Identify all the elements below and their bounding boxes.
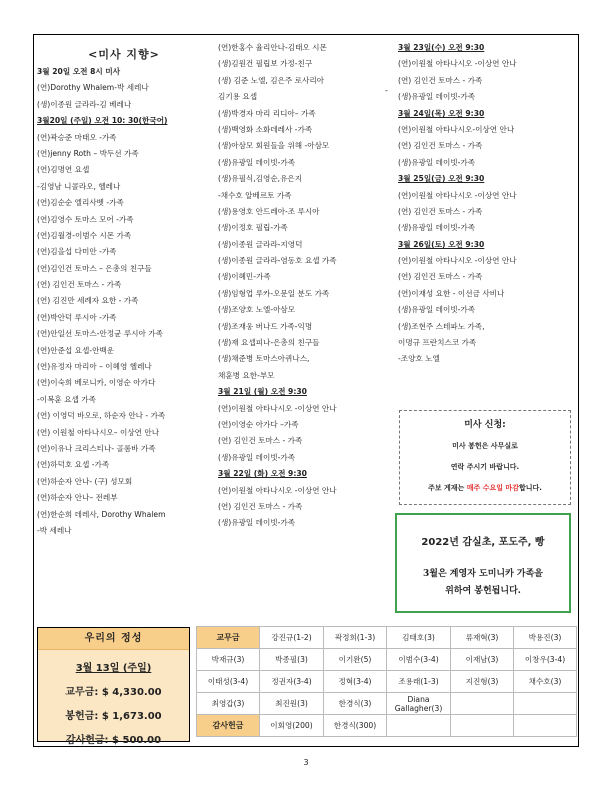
intention-line: (생)유광일 데이빗-가족 xyxy=(218,157,296,167)
intention-line: (연)이영순 아가다 –가족 xyxy=(218,419,299,429)
intention-line: (연) 김인건 토마스 - 가족 xyxy=(218,436,303,446)
deadline-highlight: 매주 수요일 마감 xyxy=(466,484,519,492)
intention-line: (생)유광일 데이빗-가족 xyxy=(398,92,476,102)
intention-list-3 xyxy=(398,40,576,368)
intention-line: (연)안준섭 요셉-안백운 xyxy=(37,345,115,355)
intention-line: (연) 김인건 토마스 - 가족 xyxy=(398,141,483,151)
donor-cell: 이태성(3-4) xyxy=(197,671,260,693)
donor-cell: Diana Gallagher(3) xyxy=(387,693,451,715)
intention-line: (연) 김인건 토마스 - 가족 xyxy=(37,280,122,290)
intention-line: (생)이종원 글라라-염동호 요셉 가족 xyxy=(218,256,337,266)
intention-line: 채훈병 요한-부모 xyxy=(218,370,275,380)
tabernacle-notice-line2: 위하여 봉헌됩니다. xyxy=(445,586,521,596)
offering-date: 3월 13일 (주일) xyxy=(75,663,152,674)
intention-line: (생)김원건 필립보 가정-친구 xyxy=(218,59,313,69)
intention-line: (연)곽승준 마태오 -가족 xyxy=(37,132,117,142)
table-row xyxy=(197,671,577,693)
label-thanks: 감사헌금 xyxy=(197,715,260,737)
donor-cell: 최진원(3) xyxy=(260,693,324,715)
donor-cell xyxy=(514,693,577,715)
intention-line: -채수호 알베르토 가족 xyxy=(218,190,292,200)
intentions-column-1 xyxy=(37,40,211,539)
donor-cell: 채수호(3) xyxy=(514,671,577,693)
intention-line: (연) 김인건 토마스 - 가족 xyxy=(398,272,483,282)
intention-list-1 xyxy=(37,64,211,539)
intention-line: (연)하순자 안나- (구) 성모회 xyxy=(37,476,133,486)
intention-line: (연) 김인건 토마스 - 가족 xyxy=(398,75,483,85)
intention-line: (연)이원철 아타나시오 -이상연 안나 xyxy=(218,485,337,495)
intention-line: -이복훈 요셉 가족 xyxy=(37,394,96,404)
intention-line: -조양호 노엘 xyxy=(398,354,440,364)
intention-line: (연)유정자 마리아 – 이혜영 헬레나 xyxy=(37,362,152,372)
intention-line: 김기용 요셉 xyxy=(218,92,258,102)
mass-intention-title: <미사 지향> xyxy=(88,48,160,61)
intention-list-2 xyxy=(218,40,394,532)
donor-cell: 이기완(5) xyxy=(324,649,387,671)
intention-line: -김영남 니콜라오, 헬레나 xyxy=(37,181,121,191)
donor-cell: 강진규(1-2) xyxy=(260,627,324,649)
mass-date-heading: 3월 26일(토) 오전 9:30 xyxy=(398,239,485,249)
mass-request-line1: 미사 봉헌은 사무실로 xyxy=(452,442,518,450)
intention-line: (연)이원철 아타나시오 -이상연 안나 xyxy=(218,403,337,413)
intention-line: (생)유광일 데이빗-가족 xyxy=(398,223,476,233)
intention-line: (연)이유나 크리스티나- 골롬바 가족 xyxy=(37,443,156,453)
intention-line: (생)이종원 글라라-지영덕 xyxy=(218,239,303,249)
donor-cell: 한경식(300) xyxy=(324,715,387,737)
donor-cell: 이재남(3) xyxy=(451,649,514,671)
donor-cell: 류재혁(3) xyxy=(451,627,514,649)
donor-cell xyxy=(451,693,514,715)
intention-line: (연)김인건 토마스 – 은총의 친구들 xyxy=(37,263,152,273)
intentions-column-2 xyxy=(218,40,394,532)
donor-cell xyxy=(387,715,451,737)
offering-header: 우리의 정성 xyxy=(38,628,189,650)
intention-line: -박 세레나 xyxy=(37,525,72,535)
donor-cell: 박재규(3) xyxy=(197,649,260,671)
tabernacle-notice-box xyxy=(395,513,571,613)
intention-line: (연)이원철 아타나시오 -이상연 안나 xyxy=(398,59,517,69)
tabernacle-notice-line1: 3월은 계영자 도미니카 가족을 xyxy=(423,569,543,579)
offering-thanks: 감사헌금: $ 500.00 xyxy=(65,735,162,746)
intention-line: (연)이원철 아타나시오-이상연 안나 xyxy=(398,124,515,134)
donor-cell: 곽정희(1-3) xyxy=(324,627,387,649)
donor-cell xyxy=(514,715,577,737)
donor-cell: 김태호(3) xyxy=(387,627,451,649)
intention-line: (생)용영호 안드레아-조 루시아 xyxy=(218,206,320,216)
intention-line: (연)Dorothy Whalem-박 세레나 xyxy=(37,83,149,93)
intention-line: (연) 김인건 토마스 - 가족 xyxy=(398,206,483,216)
tabernacle-notice-text xyxy=(397,566,569,600)
mass-request-title: 미사 신청: xyxy=(464,420,506,430)
intention-line: (연)하덕호 요셉 -가족 xyxy=(37,460,110,470)
mass-date-heading: 3월 23일(수) 오전 9:30 xyxy=(398,43,485,52)
table-row xyxy=(197,649,577,671)
donor-cell: 최영갑(3) xyxy=(197,693,260,715)
intention-line: (생)이혜민-가족 xyxy=(218,272,271,282)
intention-line: (생)유광일 데이빗-가족 xyxy=(398,157,476,167)
intention-line: (연)jenny Roth – 박두선 가족 xyxy=(37,148,139,158)
mass-date-heading: 3월 25일(금) 오전 9:30 xyxy=(398,174,485,184)
stray-dash: - xyxy=(385,86,388,95)
donor-table xyxy=(196,626,577,737)
intention-line: 이명규 프란치스코 가족 xyxy=(398,338,477,348)
donor-cell: 정혁(3-4) xyxy=(324,671,387,693)
mass-date-heading: 3월 20일 오전 8시 미사 xyxy=(37,67,121,76)
intention-line: (생)박경자 마리 리디아– 가족 xyxy=(218,108,316,118)
donor-cell: 박종필(3) xyxy=(260,649,324,671)
intention-line: (연)김순순 엘리사벳 -가족 xyxy=(37,198,124,208)
offering-box xyxy=(37,627,190,746)
intention-line: (생)조현주 스테파노 가족, xyxy=(398,321,485,331)
mass-date-heading: 3월20일 (주일) 오전 10: 30(한국어) xyxy=(37,116,168,126)
offering-general: 교무금: $ 4,330.00 xyxy=(65,687,162,698)
intention-line: (연)한순희 데레사, Dorothy Whalem xyxy=(37,509,166,519)
intention-line: (생)유광일 데이빗-가족 xyxy=(398,305,476,315)
donor-cell: 조용래(1-3) xyxy=(387,671,451,693)
page-number: 3 xyxy=(303,758,309,767)
mass-request-line2: 연락 주시기 바랍니다. xyxy=(450,463,520,471)
intention-line: (연) 김진만 세례자 요한 - 가족 xyxy=(37,296,139,306)
donor-cell: 한경식(3) xyxy=(324,693,387,715)
intention-line: (연)이재성 요한 - 이선금 사비나 xyxy=(398,288,505,298)
deadline-suffix: 합니다. xyxy=(518,484,542,492)
offering-offertory: 봉헌금: $ 1,673.00 xyxy=(65,711,162,722)
intention-line: (생)이종원 글라라-김 베레나 xyxy=(37,99,132,109)
deadline-prefix: 주보 게재는 xyxy=(428,484,467,492)
intention-line: (연)안일선 토마스-안정균 루시아 가족 xyxy=(37,329,163,339)
mass-request-box xyxy=(399,410,571,505)
intention-line: (연)이숙희 베로니카, 이영순 아가다 xyxy=(37,378,156,388)
intention-line: (연)김영수 토마스 모어 -가족 xyxy=(37,214,134,224)
donor-cell: 이회영(200) xyxy=(260,715,324,737)
mass-date-heading: 3월 22일 (화) 오전 9:30 xyxy=(218,469,307,479)
intention-line: (연)이원철 아타나시오 -이상연 안나 xyxy=(398,190,517,200)
intention-line: (생)유필식,김영순,유은지 xyxy=(218,174,303,184)
mass-date-heading: 3월 24일(목) 오전 9:30 xyxy=(398,108,485,118)
intention-line: (생)이정호 필립-가족 xyxy=(218,223,288,233)
donor-cell: 이범수(3-4) xyxy=(387,649,451,671)
intention-line: (생)채준병 토마스아퀴나스, xyxy=(218,354,310,364)
donor-cell: 이창우(3-4) xyxy=(514,649,577,671)
intention-line: (생) 김준 노엘, 김은주 로사리아 xyxy=(218,75,325,85)
intention-line: (생)유광일 데이빗-가족 xyxy=(218,518,296,528)
table-row xyxy=(197,627,577,649)
intention-line: (연)하순자 안나– 전레부 xyxy=(37,493,118,503)
label-general: 교무금 xyxy=(197,627,260,649)
intention-line: (연)김명연 요셉 xyxy=(37,165,90,175)
intention-line: (연) 이원철 아타나시오– 이상연 안나 xyxy=(37,427,160,437)
donor-cell xyxy=(451,715,514,737)
intention-line: (연)한홍수 율리안나-김태오 시몬 xyxy=(218,43,327,52)
intention-line: (생)조양호 노엘-아삼모 xyxy=(218,305,296,315)
intention-line: (연)김을섭 다미안 -가족 xyxy=(37,247,117,257)
mass-date-heading: 3월 21일 (월) 오전 9:30 xyxy=(218,387,307,397)
intention-line: (생)유광일 데이빗-가족 xyxy=(218,452,296,462)
intention-line: (연) 이영덕 바오로, 하순자 안나 - 가족 xyxy=(37,411,166,421)
donor-cell: 정권자(3-4) xyxy=(260,671,324,693)
intention-line: (생)임형업 루카-오문일 분도 가족 xyxy=(218,288,330,298)
donor-cell: 박용진(3) xyxy=(514,627,577,649)
table-row xyxy=(197,715,577,737)
mass-request-line3 xyxy=(400,483,570,493)
intention-line: (생)아삼모 회원들을 위해 -아삼모 xyxy=(218,141,330,151)
intention-line: (연)김월경-이범수 시몬 가족 xyxy=(37,230,132,240)
table-row xyxy=(197,693,577,715)
intention-line: (생)재 요셉피나-은총의 친구들 xyxy=(218,338,320,348)
intentions-column-3 xyxy=(398,40,576,368)
intention-line: (연) 김인건 토마스 - 가족 xyxy=(218,501,303,511)
intention-line: (연)박안덕 루시아 -가족 xyxy=(37,312,117,322)
intention-line: (생)조재웅 버나드 가족-익명 xyxy=(218,321,313,331)
tabernacle-notice-heading: 2022년 감실초, 포도주, 빵 xyxy=(421,537,545,548)
donor-cell: 지진형(3) xyxy=(451,671,514,693)
intention-line: (연)이원철 아타나시오 -이상연 안나 xyxy=(398,256,517,266)
intention-line: (생)백영화 소화데레사 -가족 xyxy=(218,124,313,134)
